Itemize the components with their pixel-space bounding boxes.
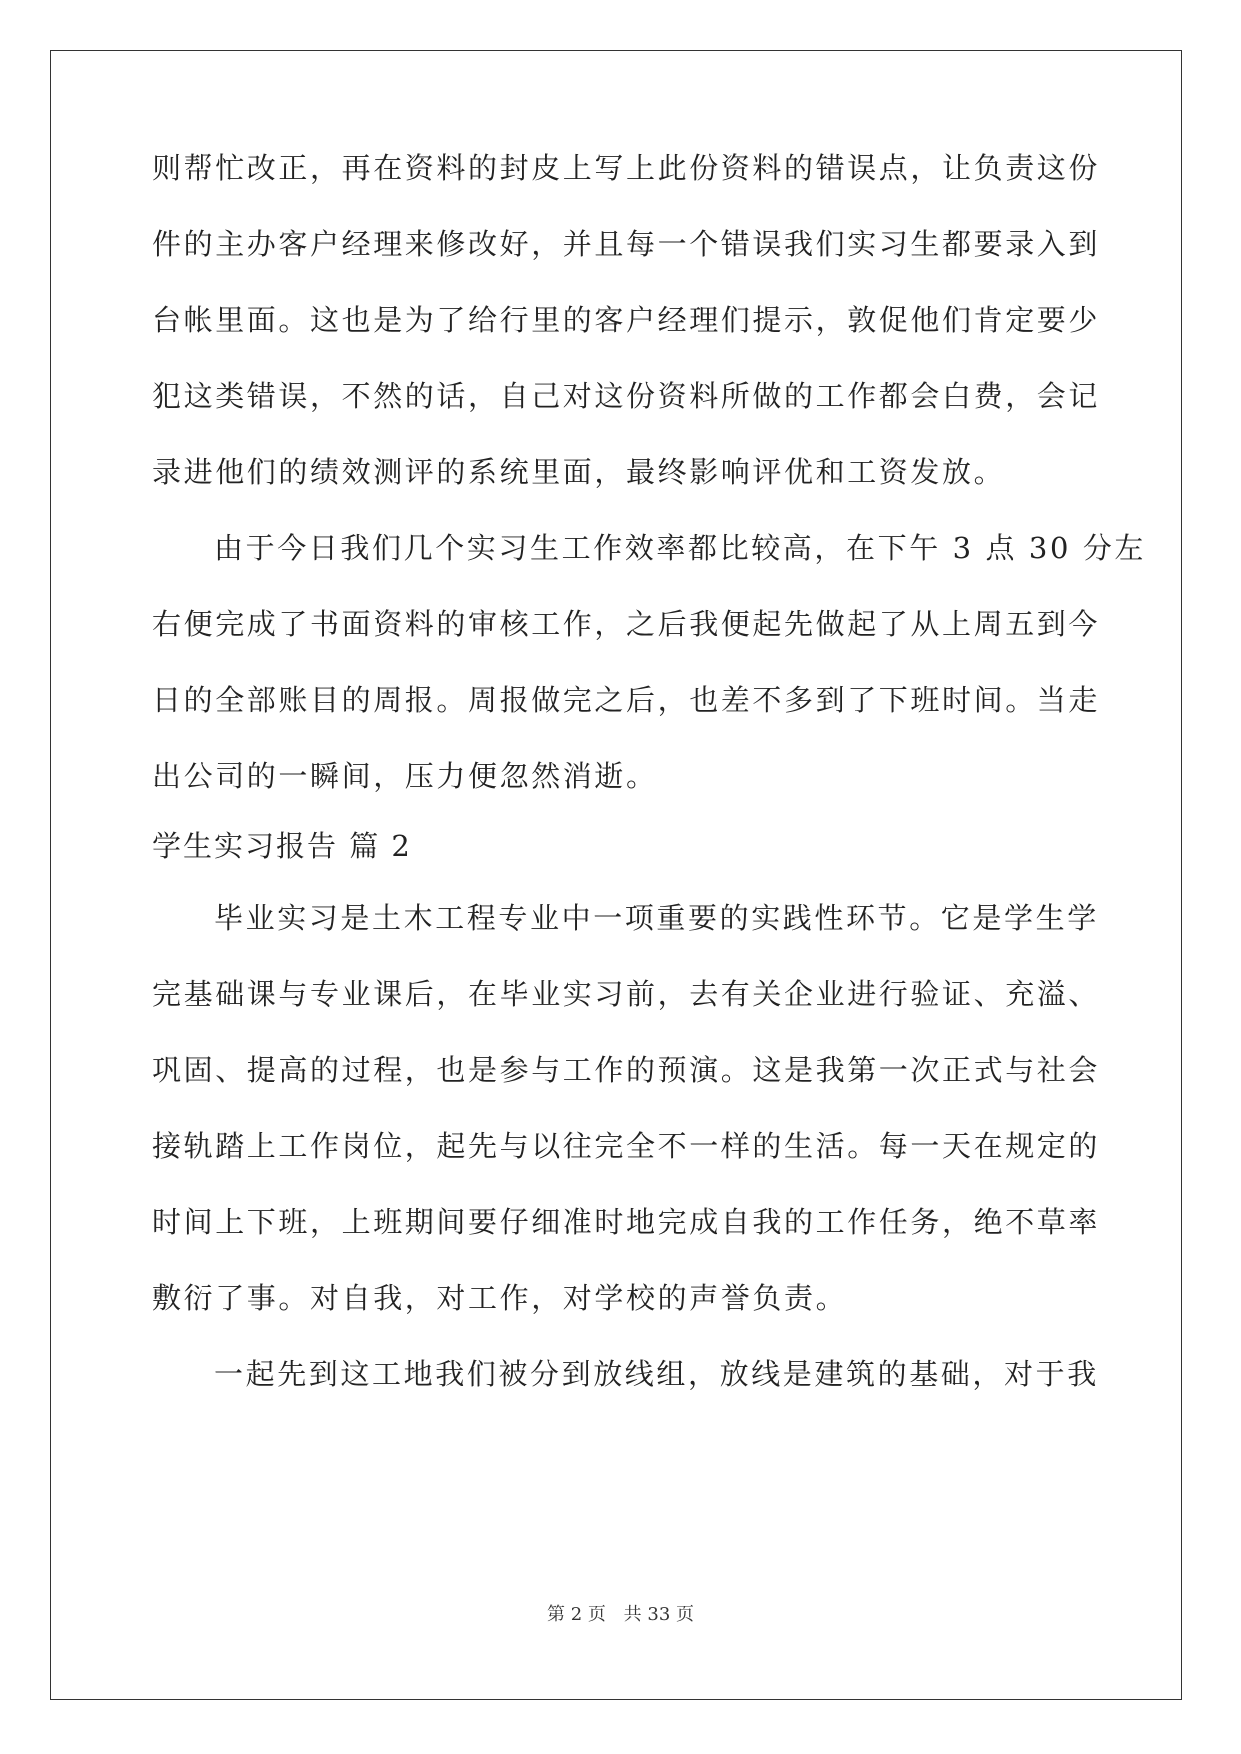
paragraph-3-line-4: 接轨踏上工作岗位，起先与以往完全不一样的生活。每一天在规定的 xyxy=(152,1129,1101,1163)
paragraph-2-line-1: 由于今日我们几个实习生工作效率都比较高，在下午 3 点 30 分左 xyxy=(214,531,1147,565)
page-number: 第 2 页 xyxy=(547,1604,606,1625)
paragraph-3-line-3: 巩固、提高的过程，也是参与工作的预演。这是我第一次正式与社会 xyxy=(152,1053,1101,1087)
page-border xyxy=(50,50,1182,1700)
paragraph-1-line-5: 录进他们的绩效测评的系统里面，最终影响评优和工资发放。 xyxy=(152,455,1006,489)
paragraph-1-line-4: 犯这类错误，不然的话，自己对这份资料所做的工作都会白费，会记 xyxy=(152,379,1101,413)
paragraph-2-line-4: 出公司的一瞬间，压力便忽然消逝。 xyxy=(152,759,658,793)
paragraph-1-line-3: 台帐里面。这也是为了给行里的客户经理们提示，敦促他们肯定要少 xyxy=(152,303,1101,337)
paragraph-2-line-3: 日的全部账目的周报。周报做完之后，也差不多到了下班时间。当走 xyxy=(152,683,1101,717)
paragraph-3-line-5: 时间上下班，上班期间要仔细准时地完成自我的工作任务，绝不草率 xyxy=(152,1205,1101,1239)
paragraph-3-line-6: 敷衍了事。对自我，对工作，对学校的声誉负责。 xyxy=(152,1281,848,1315)
page-footer xyxy=(0,1600,1241,1626)
paragraph-3-line-2: 完基础课与专业课后，在毕业实习前，去有关企业进行验证、充溢、 xyxy=(152,977,1101,1011)
section-heading: 学生实习报告 篇 2 xyxy=(152,829,412,863)
paragraph-4-line-1: 一起先到这工地我们被分到放线组，放线是建筑的基础，对于我 xyxy=(214,1357,1099,1391)
paragraph-2-line-2: 右便完成了书面资料的审核工作，之后我便起先做起了从上周五到今 xyxy=(152,607,1101,641)
paragraph-1-line-2: 件的主办客户经理来修改好，并且每一个错误我们实习生都要录入到 xyxy=(152,227,1101,261)
total-pages: 共 33 页 xyxy=(623,1604,694,1625)
paragraph-3-line-1: 毕业实习是土木工程专业中一项重要的实践性环节。它是学生学 xyxy=(214,901,1099,935)
paragraph-1-line-1: 则帮忙改正，再在资料的封皮上写上此份资料的错误点，让负责这份 xyxy=(152,151,1101,185)
